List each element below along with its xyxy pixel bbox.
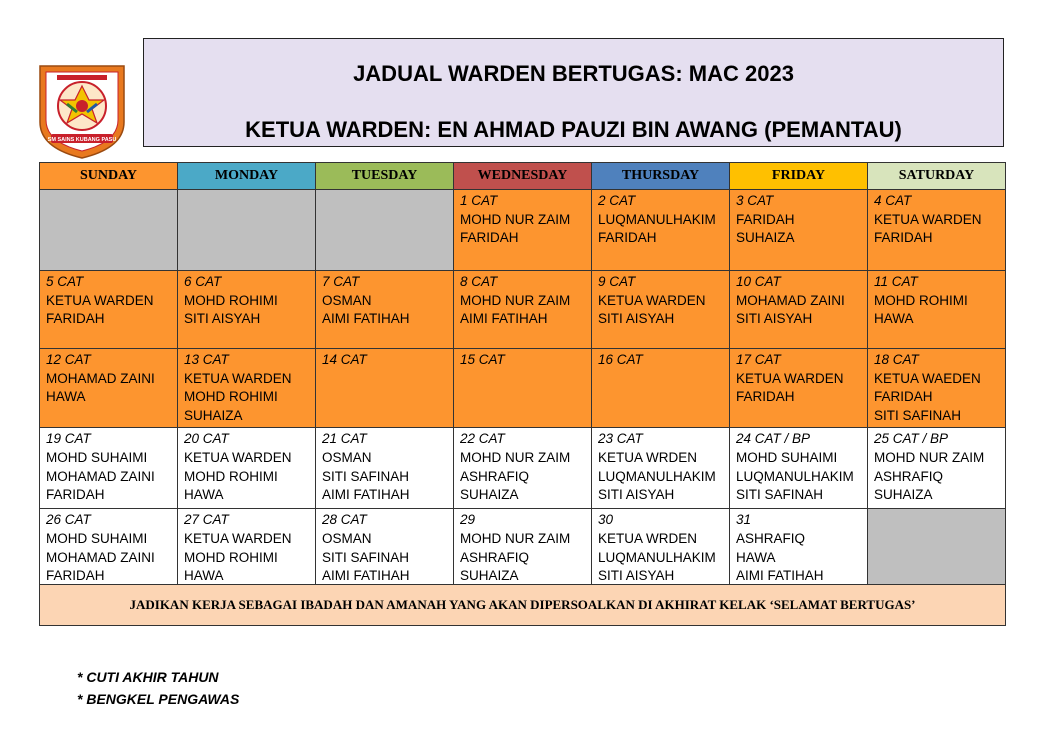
weekday-header-sunday: SUNDAY [40, 163, 178, 190]
warden-name: LUQMANULHAKIM [598, 468, 716, 484]
page-subtitle: KETUA WARDEN: EN AHMAD PAUZI BIN AWANG (PEMANTAU) [245, 117, 902, 142]
warden-name: SUHAIZA [736, 230, 795, 246]
calendar-day-cell [40, 509, 178, 588]
calendar-day-cell [454, 190, 592, 271]
warden-name: AIMI FATIHAH [322, 487, 410, 503]
warden-name: FARIDAH [46, 568, 105, 584]
calendar-day-cell [316, 271, 454, 349]
calendar-day-cell [454, 349, 592, 428]
weekday-header-tuesday: TUESDAY [316, 163, 454, 190]
day-number: 3 CAT [736, 193, 774, 208]
calendar-day-cell [592, 509, 730, 588]
warden-name: FARIDAH [736, 389, 795, 405]
svg-text:SM SAINS KUBANG PASU: SM SAINS KUBANG PASU [47, 137, 117, 143]
day-number: 28 CAT [322, 512, 367, 528]
calendar-day-cell [730, 428, 868, 509]
warden-name: ASHRAFIQ [460, 549, 530, 565]
day-number: 14 CAT [322, 352, 367, 367]
warden-name: AIMI FATIHAH [322, 568, 410, 584]
day-number: 7 CAT [322, 274, 360, 289]
warden-name: SITI SAFINAH [322, 468, 410, 484]
warden-name: MOHD SUHAIMI [46, 449, 148, 465]
calendar-day-cell [868, 349, 1006, 428]
day-number: 26 CAT [46, 512, 91, 528]
duty-calendar [39, 162, 1006, 589]
warden-name: FARIDAH [46, 311, 105, 327]
warden-name: SITI AISYAH [598, 487, 675, 503]
day-number: 20 CAT [184, 431, 229, 447]
warden-name: MOHD ROHIMI [184, 292, 278, 308]
warden-name: SUHAIZA [874, 487, 933, 503]
calendar-day-cell [592, 428, 730, 509]
warden-name: SUHAIZA [460, 568, 519, 584]
day-number: 21 CAT [322, 431, 367, 447]
calendar-day-cell [592, 190, 730, 271]
warden-name: HAWA [874, 311, 914, 327]
warden-name: KETUA WARDEN [184, 530, 292, 546]
calendar-day-cell [316, 509, 454, 588]
calendar-day-cell [730, 271, 868, 349]
day-number: 24 CAT / BP [736, 431, 811, 447]
warden-name: KETUA WARDEN [184, 449, 292, 465]
day-number: 15 CAT [460, 352, 505, 367]
warden-name: MOHAMAD ZAINI [736, 292, 845, 308]
calendar-day-cell [454, 428, 592, 509]
warden-name: FARIDAH [874, 389, 933, 405]
warden-name: AIMI FATIHAH [322, 311, 410, 327]
note-cuti: * CUTI AKHIR TAHUN [77, 669, 219, 685]
warden-name: KETUA WAEDEN [874, 370, 981, 386]
warden-name: MOHD NUR ZAIM [460, 211, 571, 227]
weekday-header-row [40, 163, 1006, 190]
warden-name: MOHAMAD ZAINI [46, 370, 155, 386]
weekday-header-friday: FRIDAY [730, 163, 868, 190]
warden-name: SITI SAFINAH [736, 487, 824, 503]
warden-name: MOHD ROHIMI [874, 292, 968, 308]
warden-name: KETUA WARDEN [736, 370, 844, 386]
warden-name: KETUA WARDEN [874, 211, 982, 227]
day-number: 29 [460, 512, 476, 528]
warden-name: MOHD ROHIMI [184, 549, 278, 565]
warden-name: MOHD ROHIMI [184, 389, 278, 405]
weekday-header-monday: MONDAY [178, 163, 316, 190]
calendar-day-cell [868, 271, 1006, 349]
warden-name: ASHRAFIQ [460, 468, 530, 484]
day-number: 6 CAT [184, 274, 222, 289]
day-number: 19 CAT [46, 431, 91, 447]
warden-name: KETUA WARDEN [598, 292, 706, 308]
calendar-day-cell [178, 428, 316, 509]
day-number: 10 CAT [736, 274, 781, 289]
weekday-header-wednesday: WEDNESDAY [454, 163, 592, 190]
warden-name: LUQMANULHAKIM [598, 549, 716, 565]
warden-name: KETUA WARDEN [184, 370, 292, 386]
calendar-empty-cell [178, 190, 316, 271]
day-number: 11 CAT [874, 274, 918, 289]
warden-name: LUQMANULHAKIM [736, 468, 854, 484]
calendar-day-cell [730, 509, 868, 588]
day-number: 23 CAT [598, 431, 643, 447]
warden-name: SUHAIZA [460, 487, 519, 503]
day-number: 1 CAT [460, 193, 498, 208]
warden-name: FARIDAH [598, 230, 657, 246]
calendar-day-cell [316, 349, 454, 428]
warden-name: OSMAN [322, 530, 372, 546]
calendar-day-cell [454, 271, 592, 349]
warden-name: MOHAMAD ZAINI [46, 468, 155, 484]
warden-name: OSMAN [322, 449, 372, 465]
school-crest-logo [37, 60, 127, 160]
page-title: JADUAL WARDEN BERTUGAS: MAC 2023 [353, 61, 794, 86]
day-number: 9 CAT [598, 274, 636, 289]
calendar-day-cell [40, 271, 178, 349]
calendar-day-cell [592, 271, 730, 349]
warden-name: MOHD SUHAIMI [736, 449, 838, 465]
day-number: 2 CAT [598, 193, 636, 208]
calendar-day-cell [868, 428, 1006, 509]
footer-message: JADIKAN KERJA SEBAGAI IBADAH DAN AMANAH YANG AKAN DIPERSOALKAN DI AKHIRAT KELAK ‘SELAMAT BERTUGAS’ [39, 584, 1006, 626]
day-number: 30 [598, 512, 614, 528]
calendar-week-row [40, 271, 1006, 349]
calendar-empty-cell [40, 190, 178, 271]
day-number: 8 CAT [460, 274, 498, 289]
warden-name: KETUA WARDEN [46, 292, 154, 308]
warden-name: MOHD NUR ZAIM [460, 449, 571, 465]
day-number: 27 CAT [184, 512, 229, 528]
warden-name: SITI AISYAH [736, 311, 813, 327]
calendar-day-cell [454, 509, 592, 588]
warden-name: MOHD SUHAIMI [46, 530, 148, 546]
calendar-day-cell [178, 349, 316, 428]
calendar-day-cell [868, 190, 1006, 271]
calendar-day-cell [40, 349, 178, 428]
warden-name: FARIDAH [460, 230, 519, 246]
calendar-week-row [40, 190, 1006, 271]
calendar-day-cell [730, 349, 868, 428]
warden-name: MOHAMAD ZAINI [46, 549, 155, 565]
header-box [143, 38, 1004, 147]
calendar-day-cell [592, 349, 730, 428]
warden-name: SUHAIZA [184, 407, 243, 423]
day-number: 13 CAT [184, 352, 229, 367]
day-number: 16 CAT [598, 352, 643, 367]
warden-name: AIMI FATIHAH [460, 311, 548, 327]
calendar-week-row [40, 509, 1006, 588]
calendar-week-row [40, 428, 1006, 509]
warden-name: HAWA [184, 487, 224, 503]
warden-name: HAWA [736, 549, 776, 565]
warden-name: KETUA WRDEN [598, 530, 698, 546]
warden-name: KETUA WRDEN [598, 449, 698, 465]
warden-name: MOHD NUR ZAIM [460, 530, 571, 546]
calendar-body [40, 190, 1006, 589]
calendar-day-cell [178, 271, 316, 349]
warden-name: SITI SAFINAH [322, 549, 410, 565]
day-number: 17 CAT [736, 352, 781, 367]
day-number: 18 CAT [874, 352, 919, 367]
warden-name: LUQMANULHAKIM [598, 211, 716, 227]
calendar-week-row [40, 349, 1006, 428]
warden-name: ASHRAFIQ [736, 530, 806, 546]
warden-name: MOHD NUR ZAIM [460, 292, 571, 308]
note-bengkel: * BENGKEL PENGAWAS [77, 691, 240, 707]
warden-name: FARIDAH [736, 211, 795, 227]
warden-name: SITI AISYAH [598, 568, 675, 584]
warden-name: FARIDAH [874, 230, 933, 246]
warden-name: HAWA [184, 568, 224, 584]
warden-name: MOHD NUR ZAIM [874, 449, 985, 465]
day-number: 4 CAT [874, 193, 912, 208]
warden-name: AIMI FATIHAH [736, 568, 824, 584]
day-number: 22 CAT [460, 431, 505, 447]
warden-name: HAWA [46, 389, 86, 405]
day-number: 31 [736, 512, 752, 528]
calendar-day-cell [730, 190, 868, 271]
day-number: 12 CAT [46, 352, 91, 367]
warden-name: FARIDAH [46, 487, 105, 503]
warden-name: SITI AISYAH [598, 311, 675, 327]
calendar-empty-cell [868, 509, 1006, 588]
calendar-day-cell [316, 428, 454, 509]
warden-name: SITI SAFINAH [874, 407, 962, 423]
day-number: 5 CAT [46, 274, 84, 289]
calendar-day-cell [178, 509, 316, 588]
warden-name: ASHRAFIQ [874, 468, 944, 484]
day-number: 25 CAT / BP [874, 431, 949, 447]
warden-name: OSMAN [322, 292, 372, 308]
warden-name: SITI AISYAH [184, 311, 261, 327]
weekday-header-thursday: THURSDAY [592, 163, 730, 190]
weekday-header-saturday: SATURDAY [868, 163, 1006, 190]
calendar-empty-cell [316, 190, 454, 271]
warden-name: MOHD ROHIMI [184, 468, 278, 484]
calendar-day-cell [40, 428, 178, 509]
